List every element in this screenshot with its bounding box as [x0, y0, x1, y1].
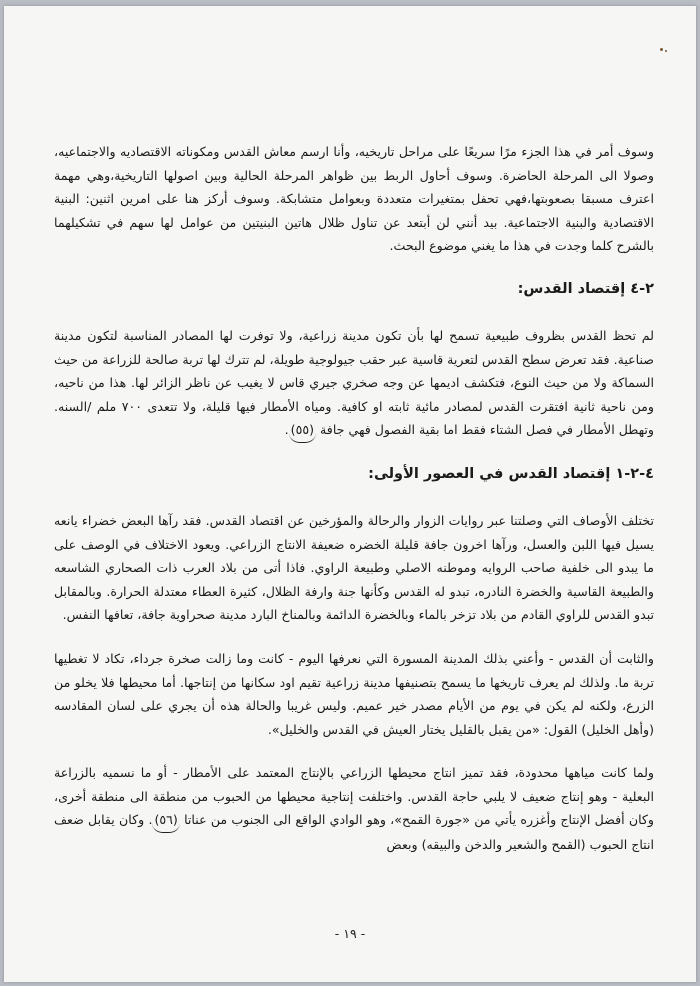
economy-paragraph-text: لم تحظ القدس بظروف طبيعية تسمح لها بأن تكون مدينة زراعية، ولا توفرت لها المصادر المناسبة لتكون مدينة صناعية. فقد تعرض سطح القدس لتعرية قاسية عبر حقب جيولوجية طويلة، لم تترك لها تربة صالحة للزراعة من حيث السماكة ولا من حيث النوع، فتكشف اديمها عن وجه صخري جيري قاس لا يغيب عن ناظر الزائر لها. هذا من ناحيه، ومن ناحية ثانية افتقرت القدس لمصادر مائية ثابته او كافية. ومياه الأمطار فيها قليلة، ولا تتعدى ٧٠٠ ملم /السنه. وتهطل الأمطار في فصل الشتاء فقط اما بقية الفصول فهي جافة	[54, 327, 654, 438]
footnote-ref-56: (٥٦)	[152, 808, 179, 833]
footnote-ref-55: (٥٥)	[289, 418, 316, 443]
document-page	[4, 6, 696, 982]
economy-paragraph: لم تحظ القدس بظروف طبيعية تسمح لها بأن تكون مدينة زراعية، ولا توفرت لها المصادر المناسبة لتكون مدينة صناعية. فقد تعرض سطح القدس لتعرية قاسية عبر حقب جيولوجية طويلة، لم تترك لها تربة صالحة للزراعة من حيث السماكة ولا من حيث النوع، فتكشف اديمها عن وجه صخري جيري قاس لا يغيب عن ناظر الزائر لها. هذا من ناحيه، ومن ناحية ثانية افتقرت القدس لمصادر مائية ثابته او كافية. ومياه الأمطار فيها قليلة، ولا تتعدى ٧٠٠ ملم /السنه. وتهطل الأمطار في فصل الشتاء فقط اما بقية الفصول فهي جافة (٥٥).	[54, 324, 654, 443]
early-paragraph-1: تختلف الأوصاف التي وصلتنا عبر روايات الزوار والرحالة والمؤرخين عن اقتصاد القدس. فقد رآها البعض خضراء يانعه يسيل فيها اللبن والعسل، ورآها اخرون جافة قليلة الخضره ضعيفة الانتاج الزراعي. ويعود الاختلاف في الوصف على ما يبدو الى خلفية صاحب الروايه وموطنه الاصلي وطبيعة الراوي. فاذا أتى من بلاد العرب ذات الصحاري الشاسعه والطبيعة القاسية والخضرة النادره، تبدو له القدس وكأنها جنة وارفة الظلال، كثيرة العطاء معتدلة الحرارة. وبالمقابل تبدو القدس للراوي القادم من بلاد تزخر بالماء وبالخضرة الدائمة وبالمناخ البارد مدينة صحراوية جافة، تعافها النفس.	[54, 512, 654, 623]
early-paragraph-2: والثابت أن القدس - وأعني بذلك المدينة المسورة التي نعرفها اليوم - كانت وما زالت صخرة جرداء، تكاد لا تغطيها تربة ما. ولذلك لم يعرف تاريخها ما يسمح بتصنيفها مدينة زراعية تقيم اود سكانها من إنتاجها. أما محيطها فلا يخلو من الزرع، ولكنه لم يكن في يوم من الأيام مصدر خير عميم. وليس غريبا والحالة هذه أن يجري على لسان المقادسه (وأهل الخليل) القول: «من يقبل بالقليل يختار العيش في القدس والخليل».	[54, 650, 654, 737]
page-number: - ١٩ -	[334, 926, 366, 941]
early-paragraph-3-text: ولما كانت مياهها محدودة، فقد تميز انتاج محيطها الزراعي بالإنتاج المعتمد على الأمطار - أو ما نسميه بالزراعة البعلية - وهو إنتاج ضعيف لا يلبي حاجة القدس. واختلفت إنتاجية محيطها من الحبوب من منطقة الى منطقة أخرى، وكان أفضل الإنتاج وأغزره يأتي من «جورة القمح»، وهو الوادي الواقع الى الجنوب من عناتا	[54, 765, 654, 828]
section-heading-early-ages: ٤-٢-١ إقتصاد القدس في العصور الأولى:	[368, 465, 654, 482]
paper-speck	[665, 50, 667, 52]
intro-paragraph: وسوف أمر في هذا الجزء مرًا سريعًا على مراحل تاريخيه، وأنا ارسم معاش القدس ومكوناته الاقتصاديه والاجتماعيه، وصولا الى المرحلة الحاضرة. وسوف أحاول الربط بين ظواهر المرحلة الحالية وبين اصولها التاريخية،وهي مهمة اعترف مسبقا بصعوبتها،فهي تحفل بمتغيرات متعددة وبعوامل متشابكة. وسوف أركز هنا على امرين اثنين: البنية الاقتصادية والبنية الاجتماعية. بيد أنني لن أبتعد عن تناول ظلال هاتين البنيتين من عوامل لها سهم في تشكيلهما بالشرح كلما وجدت في هذا ما يغني موضوع البحث.	[54, 144, 654, 254]
early-paragraph-3-end: وكان يقابل ضعف انتاج الحبوب (القمح والشعير والدخن والبيقه) وبعض	[54, 812, 654, 853]
page-body	[54, 140, 654, 877]
early-paragraph-3: ولما كانت مياهها محدودة، فقد تميز انتاج محيطها الزراعي بالإنتاج المعتمد على الأمطار - أو ما نسميه بالزراعة البعلية - وهو إنتاج ضعيف لا يلبي حاجة القدس. واختلفت إنتاجية محيطها من الحبوب من منطقة الى منطقة أخرى، وكان أفضل الإنتاج وأغزره يأتي من «جورة القمح»، وهو الوادي الواقع الى الجنوب من عناتا (٥٦). وكان يقابل ضعف انتاج الحبوب (القمح والشعير والدخن والبيقه) وبعض	[54, 765, 654, 853]
paper-speck	[660, 48, 663, 51]
section-heading-economy: ٢-٤ إقتصاد القدس:	[517, 280, 654, 297]
